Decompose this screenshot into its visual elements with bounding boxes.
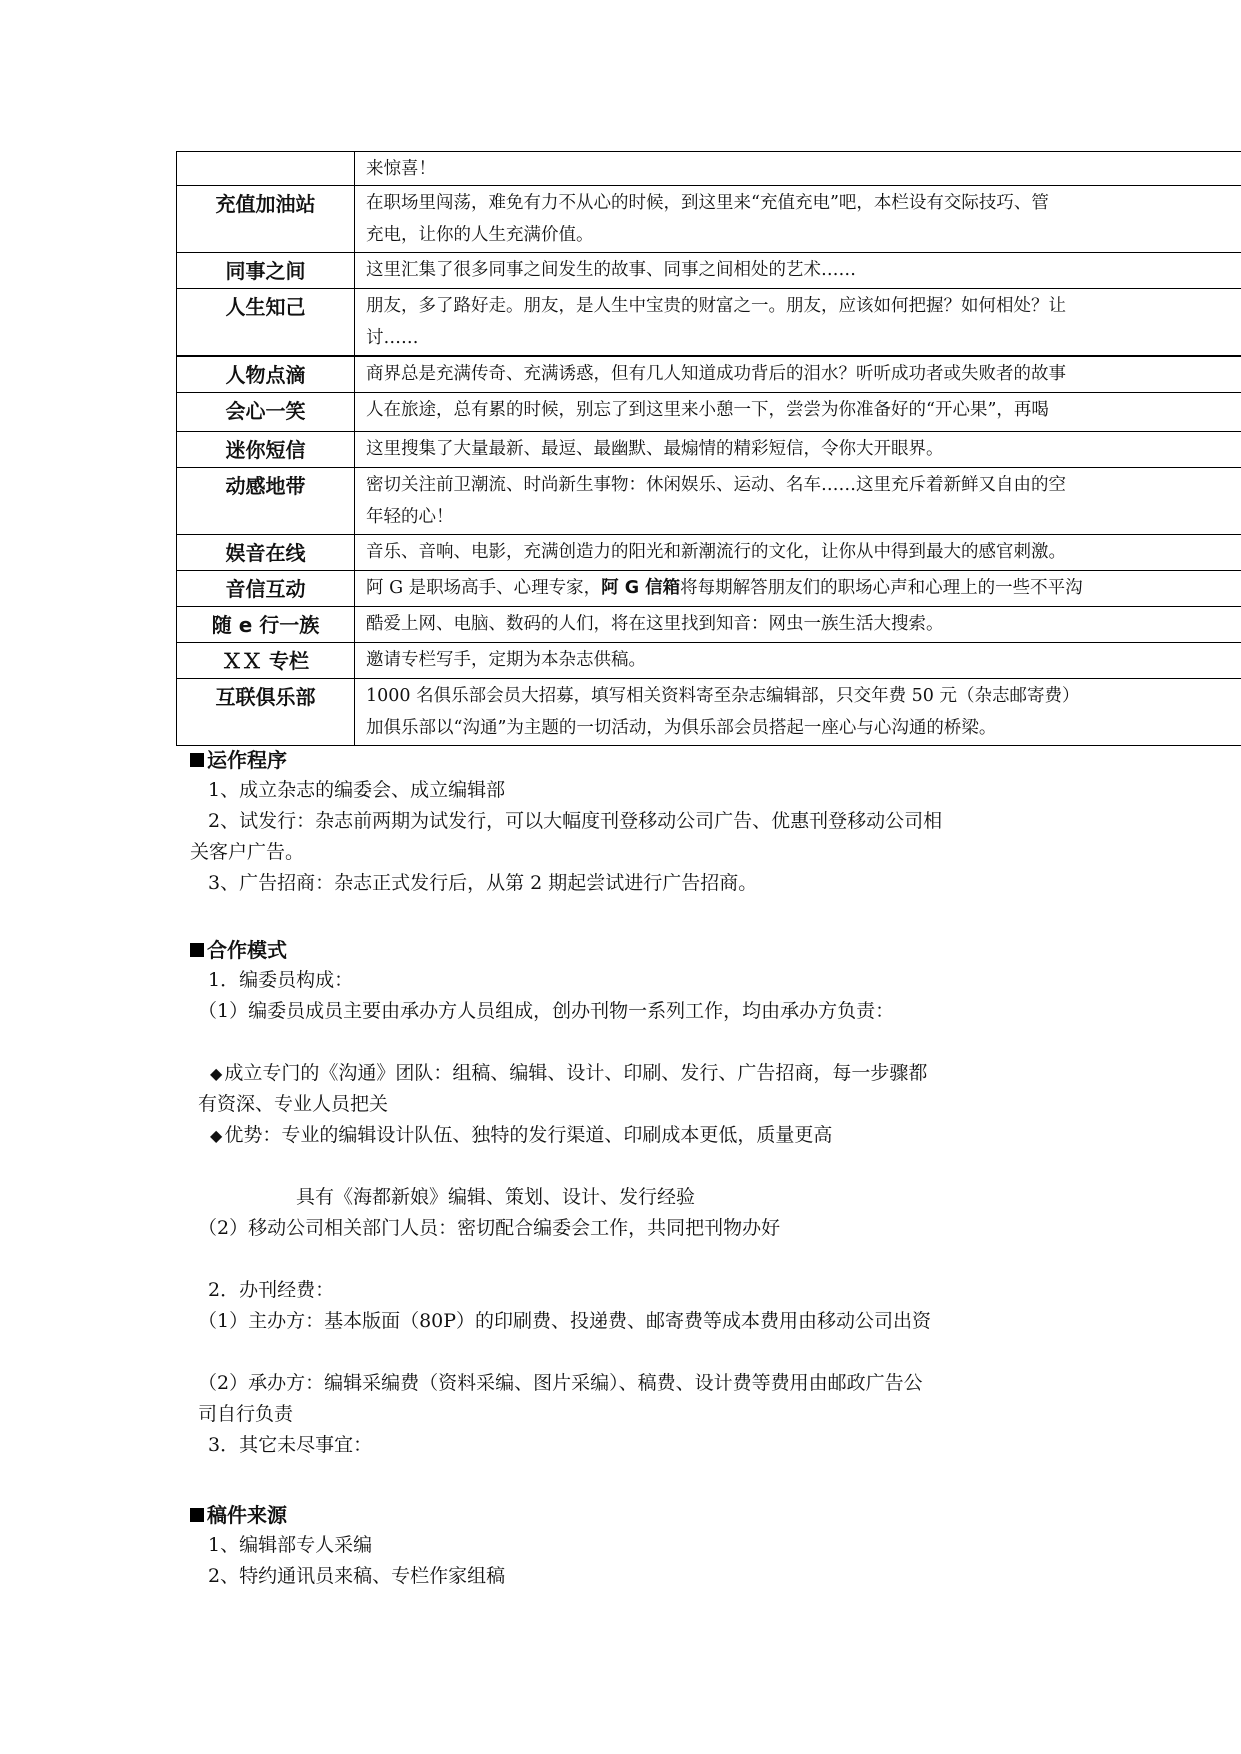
column-name: 充值加油站 (177, 186, 355, 253)
column-description: 这里搜集了大量最新、最逗、最幽默、最煽情的精彩短信，令你大开眼界。 (355, 432, 1241, 468)
column-description: 商界总是充满传奇、充满诱惑，但有几人知道成功背后的泪水？听听成功者或失败者的故事 (355, 356, 1241, 393)
diamond-bullet-icon: ◆ (210, 1064, 223, 1083)
black-square-icon (190, 753, 204, 767)
section-heading: 合作模式 (190, 935, 931, 965)
list-item: 1、编辑部专人采编 (208, 1534, 373, 1556)
column-name: 人物点滴 (177, 356, 355, 393)
section-heading: 稿件来源 (190, 1500, 505, 1530)
list-item: 2、特约通讯员来稿、专栏作家组稿 (208, 1565, 506, 1587)
table-row (177, 535, 1241, 571)
table-row (177, 356, 1241, 393)
cooperation-section (190, 935, 931, 1461)
bullet-item-continuation: 有资深、专业人员把关 (198, 1093, 389, 1115)
column-name (177, 152, 355, 186)
list-item-continuation: 关客户广告。 (190, 841, 305, 863)
table-row (177, 289, 1241, 357)
column-name: 迷你短信 (177, 432, 355, 468)
list-item: 3．其它未尽事宜： (208, 1434, 373, 1456)
column-description: 酷爱上网、电脑、数码的人们，将在这里找到知音：网虫一族生活大搜索。 (355, 607, 1241, 643)
sub-item: （2）移动公司相关部门人员：密切配合编委会工作，共同把刊物办好 (198, 1217, 781, 1239)
bullet-item: ◆ 优势：专业的编辑设计队伍、独特的发行渠道、印刷成本更低，质量更高 (190, 1120, 931, 1151)
list-item: 2．办刊经费： (208, 1279, 335, 1301)
table-row (177, 152, 1241, 186)
list-item: 2、试发行：杂志前两期为试发行，可以大幅度刊登移动公司广告、优惠刊登移动公司相 (208, 810, 943, 832)
column-description: 朋友，多了路好走。朋友，是人生中宝贵的财富之一。朋友，应该如何把握？如何相处？让 讨…… (355, 289, 1241, 357)
table-row (177, 432, 1241, 468)
table-row (177, 468, 1241, 535)
column-name: 随 e 行一族 (177, 607, 355, 643)
list-item: 1．编委员构成： (208, 969, 354, 991)
column-description: 在职场里闯荡，难免有力不从心的时候，到这里来“充值充电”吧，本栏设有交际技巧、管 充电，让你的人生充满价值。 (355, 186, 1241, 253)
column-table (176, 151, 1241, 746)
bullet-item-continuation: 具有《海都新娘》编辑、策划、设计、发行经验 (296, 1186, 696, 1208)
diamond-bullet-icon: ◆ (210, 1126, 223, 1145)
column-description: 密切关注前卫潮流、时尚新生事物：休闲娱乐、运动、名车……这里充斥着新鲜又自由的空 年轻的心！ (355, 468, 1241, 535)
table-row (177, 186, 1241, 253)
column-description: 音乐、音响、电影，充满创造力的阳光和新潮流行的文化，让你从中得到最大的感官刺激。 (355, 535, 1241, 571)
sub-item-continuation: 司自行负责 (198, 1403, 294, 1425)
column-name: 同事之间 (177, 253, 355, 289)
table-row (177, 679, 1241, 746)
column-name: 会心一笑 (177, 393, 355, 432)
column-name: 音信互动 (177, 571, 355, 607)
table-row (177, 643, 1241, 679)
column-name: 动感地带 (177, 468, 355, 535)
bullet-item: ◆ 成立专门的《沟通》团队：组稿、编辑、设计、印刷、发行、广告招商，每一步骤都 (190, 1058, 931, 1089)
column-name: 娱音在线 (177, 535, 355, 571)
sub-item: （1）主办方：基本版面（80P）的印刷费、投递费、邮寄费等成本费用由移动公司出资 (198, 1310, 932, 1332)
column-description: 来惊喜！ (355, 152, 1241, 186)
table-row (177, 607, 1241, 643)
column-description: 阿 G 是职场高手、心理专家，阿 G 信箱将每期解答朋友们的职场心声和心理上的一些不平沟 (355, 571, 1241, 607)
list-item: 3、广告招商：杂志正式发行后，从第 2 期起尝试进行广告招商。 (208, 872, 758, 894)
column-description: 邀请专栏写手，定期为本杂志供稿。 (355, 643, 1241, 679)
table-row (177, 393, 1241, 432)
list-item: 1、成立杂志的编委会、成立编辑部 (208, 779, 506, 801)
column-name: 互联俱乐部 (177, 679, 355, 746)
sub-item: （2）承办方：编辑采编费（资料采编、图片采编）、稿费、设计费等费用由邮政广告公 (198, 1372, 923, 1394)
black-square-icon (190, 1508, 204, 1522)
sources-section (190, 1500, 505, 1592)
column-description: 人在旅途，总有累的时候，别忘了到这里来小憩一下，尝尝为你准备好的“开心果”，再喝 (355, 393, 1241, 432)
column-name: ＸＸ 专栏 (177, 643, 355, 679)
column-description: 1000 名俱乐部会员大招募，填写相关资料寄至杂志编辑部，只交年费 50 元（杂志邮寄费） 加俱乐部以“沟通”为主题的一切活动，为俱乐部会员搭起一座心与心沟通的桥梁。 (355, 679, 1241, 746)
sub-item: （1）编委员成员主要由承办方人员组成，创办刊物一系列工作，均由承办方负责： (198, 1000, 895, 1022)
table-row (177, 253, 1241, 289)
column-name: 人生知己 (177, 289, 355, 357)
column-description: 这里汇集了很多同事之间发生的故事、同事之间相处的艺术…… (355, 253, 1241, 289)
operation-section (190, 745, 942, 899)
section-heading: 运作程序 (190, 745, 942, 775)
table-row (177, 571, 1241, 607)
black-square-icon (190, 943, 204, 957)
mailbox-name: 阿 G 信箱 (601, 578, 681, 598)
